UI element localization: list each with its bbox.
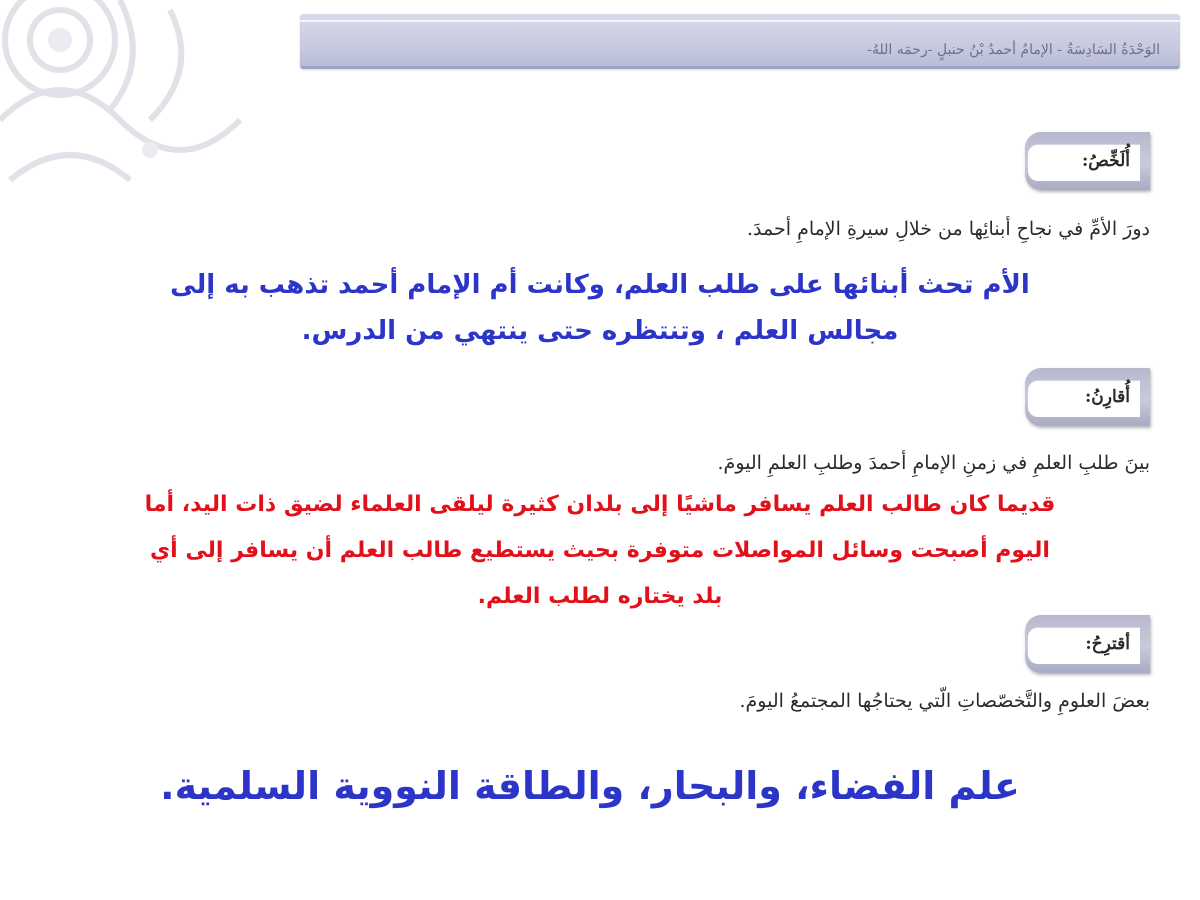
tab-suggest-inner [1028, 627, 1140, 664]
tab-summarize-label: أُلَخِّصُ: [1082, 151, 1130, 171]
tab-summarize [1025, 132, 1150, 190]
tab-compare-label: أُقارِنُ: [1085, 387, 1130, 407]
tab-summarize-inner [1028, 144, 1140, 181]
arabesque-ornament-icon [0, 0, 250, 210]
summarize-answer-line: مجالس العلم ، وتنتظره حتى ينتهي من الدرس. [301, 316, 899, 346]
tab-suggest-label: أقترِحُ: [1085, 634, 1130, 654]
unit-title: الوَحْدَةُ السَادِسَةُ - الإمامُ أحمدُ بْنُ حنبلٍ -رحمَه اللهُ- [867, 42, 1160, 58]
tab-compare [1025, 368, 1150, 426]
tab-suggest [1025, 615, 1150, 673]
header-highlight-line [300, 20, 1180, 22]
compare-prompt: بينَ طلبِ العلمِ في زمنِ الإمامِ أحمدَ وطلبِ العلمِ اليومَ. [717, 452, 1150, 474]
suggest-answer-line: علم الفضاء، والبحار، والطاقة النووية السلمية. [160, 764, 1020, 808]
summarize-answer-line: الأم تحث أبنائها على طلب العلم، وكانت أم الإمام أحمد تذهب به إلى [170, 270, 1030, 300]
suggest-answer [60, 758, 1120, 814]
tab-compare-inner [1028, 380, 1140, 417]
suggest-prompt: بعضَ العلومِ والتَّخصّصاتِ الّتي يحتاجُها المجتمعُ اليومَ. [739, 690, 1150, 712]
compare-answer-line: اليوم أصبحت وسائل المواصلات متوفرة بحيث يستطيع طالب العلم أن يسافر إلى أي [150, 538, 1050, 563]
compare-answer [30, 482, 1170, 620]
summarize-prompt: دورَ الأمِّ في نجاحِ أبنائِها من خلالِ سيرةِ الإمامِ أحمدَ. [747, 218, 1150, 240]
compare-answer-line: قديما كان طالب العلم يسافر ماشيًا إلى بلدان كثيرة ليلقى العلماء لضيق ذات اليد، أما [144, 492, 1056, 517]
summarize-answer [40, 262, 1160, 354]
unit-header-bar [300, 14, 1180, 69]
compare-answer-line: بلد يختاره لطلب العلم. [477, 584, 723, 609]
